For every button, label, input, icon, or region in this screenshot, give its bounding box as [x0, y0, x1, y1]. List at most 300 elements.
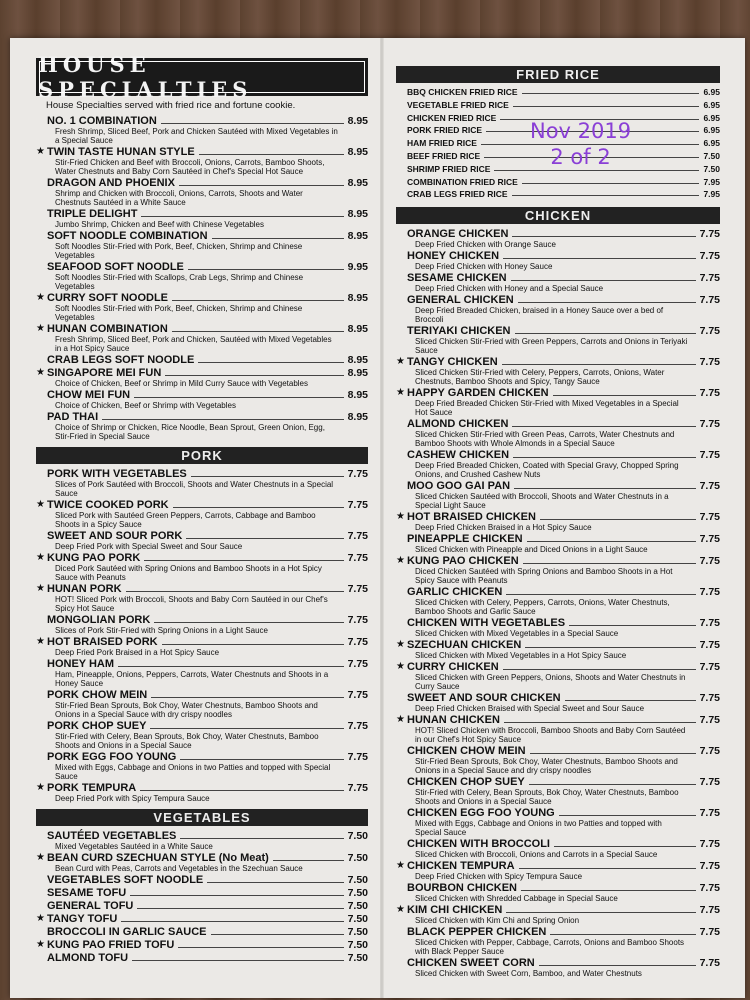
menu-item-row — [47, 952, 368, 964]
menu-item-row — [47, 177, 368, 189]
menu-item-row — [47, 636, 368, 648]
menu-item-price: 8.95 — [347, 323, 368, 335]
menu-item-row — [407, 957, 720, 969]
menu-item-price: 7.75 — [699, 228, 720, 241]
menu-item-name: BLACK PEPPER CHICKEN — [407, 926, 547, 939]
menu-item-price: 7.75 — [699, 639, 720, 652]
menu-item — [396, 480, 720, 510]
menu-item — [396, 860, 720, 881]
menu-item — [36, 913, 368, 925]
vegetables-list — [36, 830, 368, 964]
spicy-star-icon: ★ — [36, 852, 45, 863]
menu-item — [36, 874, 368, 886]
menu-item-name: HUNAN COMBINATION — [47, 323, 168, 335]
menu-item — [396, 555, 720, 585]
leader-line — [137, 908, 343, 909]
menu-item-name: TWICE COOKED PORK — [47, 499, 169, 511]
leader-line — [521, 890, 696, 891]
leader-line — [554, 846, 696, 847]
leader-line — [565, 700, 696, 701]
menu-item-description: Sliced Chicken Sautéed with Broccoli, Shoots and Water Chestnuts in a Special Light Sauce — [415, 492, 669, 511]
spicy-star-icon: ★ — [396, 661, 405, 673]
menu-item-price: 7.75 — [699, 661, 720, 674]
leader-line — [506, 594, 695, 595]
menu-item-row — [47, 530, 368, 542]
menu-item-price: 7.75 — [347, 782, 368, 794]
leader-line — [512, 426, 695, 427]
menu-item-name: KIM CHI CHICKEN — [407, 904, 503, 917]
leader-line — [207, 882, 343, 883]
menu-item-row — [407, 356, 720, 368]
menu-item-row — [47, 583, 368, 595]
menu-item — [36, 177, 368, 207]
spicy-star-icon: ★ — [396, 860, 405, 872]
menu-item-name: PORK CHOW MEIN — [47, 689, 148, 701]
menu-item-description: Sliced Chicken with Pepper, Cabbage, Carrots, Onions and Bamboo Shoots with Black Pepper Sauce — [415, 938, 685, 957]
menu-item-name: PORK TEMPURA — [47, 782, 137, 794]
menu-item-price: 7.75 — [699, 480, 720, 493]
menu-item-description: Fresh Shrimp, Sliced Beef, Pork and Chicken Sautéed with Mixed Vegetables in a Special Sauce — [55, 127, 338, 145]
menu-item-description: Ham, Pineapple, Onions, Peppers, Carrots, Water Chestnuts and Shoots in a Honey Sauce — [55, 670, 329, 688]
menu-item-description: Deep Fried Breaded Chicken, Coated with Special Gravy, Chopped Spring Onions, and Crushed Cashew Nuts — [415, 461, 679, 480]
menu-item-price: 7.75 — [699, 714, 720, 727]
menu-item — [396, 617, 720, 638]
menu-item-price: 8.95 — [347, 367, 368, 379]
menu-item-description: Choice of Shrimp or Chicken, Rice Noodle, Bean Sprout, Green Onion, Egg, Stir-Fried in Special Sauce — [55, 423, 325, 441]
menu-item-price: 7.75 — [347, 552, 368, 564]
menu-item-price: 7.75 — [699, 356, 720, 369]
menu-item-name: MOO GOO GAI PAN — [407, 480, 511, 493]
leader-line — [502, 364, 696, 365]
menu-item-price: 7.75 — [699, 926, 720, 939]
menu-item-name: CURRY CHICKEN — [407, 661, 499, 674]
menu-item-name: BEEF FRIED RICE — [407, 150, 481, 161]
menu-item-description: Deep Fried Pork with Spicy Tempura Sauce — [55, 794, 210, 803]
menu-item-name: KUNG PAO PORK — [47, 552, 141, 564]
menu-item-description: Soft Noodles Stir-Fried with Pork, Beef, Chicken, Shrimp and Chinese Vegetables — [55, 304, 303, 322]
menu-item — [36, 354, 368, 366]
menu-item-description: Soft Noodles Stir-Fried with Pork, Beef, Chicken, Shrimp and Chinese Vegetables — [55, 242, 303, 260]
menu-item-description: Sliced Chicken with Green Peppers, Onions, Shoots and Water Chestnuts in Curry Sauce — [415, 673, 686, 692]
menu-item-description: Choice of Chicken, Beef or Shrimp in Mild Curry Sauce with Vegetables — [55, 379, 309, 388]
leader-line — [506, 912, 695, 913]
menu-item — [396, 904, 720, 925]
leader-line — [512, 195, 700, 196]
leader-line — [180, 759, 343, 760]
menu-item-price: 7.75 — [699, 904, 720, 917]
menu-item-name: SOFT NOODLE COMBINATION — [47, 230, 208, 242]
menu-item — [36, 230, 368, 260]
menu-item-description: Choice of Chicken, Beef or Shrimp with Vegetables — [55, 401, 236, 410]
menu-item-name: TRIPLE DELIGHT — [47, 208, 138, 220]
chicken-list — [396, 228, 720, 978]
spicy-star-icon: ★ — [396, 511, 405, 523]
menu-item — [396, 926, 720, 956]
menu-item — [396, 294, 720, 324]
spicy-star-icon: ★ — [36, 552, 45, 563]
menu-item — [36, 323, 368, 353]
menu-item-price: 7.95 — [703, 176, 720, 187]
menu-item-name: CHICKEN SWEET CORN — [407, 957, 535, 970]
menu-item-row — [47, 830, 368, 842]
menu-item-row — [407, 228, 720, 240]
menu-item-row — [47, 367, 368, 379]
leader-line — [144, 560, 343, 561]
menu-item-row — [407, 294, 720, 306]
leader-line — [522, 183, 700, 184]
menu-item-name: HUNAN CHICKEN — [407, 714, 500, 727]
menu-item-price: 7.75 — [699, 586, 720, 599]
menu-item-price: 7.50 — [347, 830, 368, 842]
menu-item-price: 7.75 — [347, 468, 368, 480]
menu-item — [36, 952, 368, 964]
menu-item-row — [47, 230, 368, 242]
menu-item-price: 7.75 — [347, 689, 368, 701]
menu-item-name: CHICKEN TEMPURA — [407, 860, 515, 873]
leader-line — [172, 331, 344, 332]
menu-item-name: SESAME TOFU — [47, 887, 127, 899]
leader-line — [519, 868, 696, 869]
menu-item — [396, 87, 720, 99]
left-column — [36, 52, 368, 965]
menu-item-price: 7.75 — [699, 860, 720, 873]
menu-item-price: 7.75 — [699, 957, 720, 970]
menu-item-name: CHICKEN CHOW MEIN — [407, 745, 526, 758]
menu-item-price: 8.95 — [347, 230, 368, 242]
menu-item-price: 7.75 — [699, 555, 720, 568]
menu-item-row — [47, 874, 368, 886]
menu-item — [36, 887, 368, 899]
menu-item — [36, 614, 368, 635]
menu-item-row — [407, 639, 720, 651]
menu-item-price: 7.75 — [699, 418, 720, 431]
spicy-star-icon: ★ — [36, 636, 45, 647]
menu-item-price: 7.75 — [699, 807, 720, 820]
spicy-star-icon: ★ — [36, 292, 45, 303]
menu-item-name: SZECHUAN CHICKEN — [407, 639, 522, 652]
menu-item-name: CASHEW CHICKEN — [407, 449, 510, 462]
menu-item-description: Sliced Chicken with Mixed Vegetables in a Hot Spicy Sauce — [415, 651, 627, 661]
spicy-star-icon: ★ — [396, 639, 405, 651]
menu-item-price: 7.75 — [699, 692, 720, 705]
spicy-star-icon: ★ — [36, 939, 45, 950]
leader-line — [503, 669, 696, 670]
leader-line — [130, 895, 343, 896]
menu-item — [396, 387, 720, 417]
leader-line — [121, 921, 343, 922]
menu-item-description: Fresh Shrimp, Sliced Beef, Pork and Chicken, Sautéed with Mixed Vegetables in a Hot Spicy Sauce — [55, 335, 332, 353]
menu-item — [396, 272, 720, 293]
spicy-star-icon: ★ — [396, 714, 405, 726]
leader-line — [199, 154, 344, 155]
menu-item — [36, 389, 368, 410]
leader-line — [141, 216, 343, 217]
menu-item-price: 8.95 — [347, 292, 368, 304]
menu-item-description: Deep Fried Chicken Braised with Special Sweet and Sour Sauce — [415, 704, 645, 714]
menu-item-description: Deep Fried Chicken with Honey and a Special Sauce — [415, 284, 604, 294]
menu-item-description: Jumbo Shrimp, Chicken and Beef with Chinese Vegetables — [55, 220, 265, 229]
spicy-star-icon: ★ — [396, 387, 405, 399]
menu-item — [396, 882, 720, 903]
leader-line — [118, 666, 344, 667]
leader-line — [186, 538, 343, 539]
spicy-star-icon: ★ — [36, 146, 45, 157]
menu-item-price: 7.75 — [347, 499, 368, 511]
spicy-star-icon: ★ — [396, 356, 405, 368]
menu-item — [36, 552, 368, 582]
menu-item-price: 7.75 — [699, 387, 720, 400]
menu-item-row — [47, 720, 368, 732]
menu-item-price: 7.75 — [699, 449, 720, 462]
menu-item — [36, 939, 368, 951]
menu-item-name: HOT BRAISED CHICKEN — [407, 511, 536, 524]
menu-item-row — [47, 689, 368, 701]
menu-item-price: 7.50 — [347, 913, 368, 925]
menu-item-description: Stir-Fried Bean Sprouts, Bok Choy, Water Chestnuts, Bamboo Shoots and Onions in a Special Sauce and dry crispy noodles — [415, 757, 678, 776]
menu-item — [36, 830, 368, 851]
menu-item-price: 7.75 — [699, 533, 720, 546]
leader-line — [132, 960, 343, 961]
house-specialties-header: HOUSE SPECIALTIES — [36, 58, 368, 96]
leader-line — [165, 375, 343, 376]
menu-item-row — [47, 900, 368, 912]
menu-item — [36, 468, 368, 498]
menu-item-row — [407, 661, 720, 673]
menu-item-name: SESAME CHICKEN — [407, 272, 507, 285]
menu-item — [396, 745, 720, 775]
menu-item — [36, 499, 368, 529]
menu-item-row — [407, 555, 720, 567]
menu-item-name: ALMOND TOFU — [47, 952, 129, 964]
menu-item-description: Deep Fried Chicken Braised in a Hot Spicy Sauce — [415, 523, 592, 533]
menu-item-row — [47, 782, 368, 794]
leader-line — [523, 563, 696, 564]
menu-item-name: TANGY CHICKEN — [407, 356, 498, 369]
menu-item-price: 7.75 — [347, 658, 368, 670]
leader-line — [527, 541, 696, 542]
menu-item-name: PINEAPPLE CHICKEN — [407, 533, 523, 546]
menu-item-description: Mixed with Eggs, Cabbage and Onions in two Patties and topped with Special Sauce — [55, 763, 331, 781]
menu-item-description: Diced Chicken Sautéed with Spring Onions and Bamboo Shoots in a Hot Spicy Sauce with Peanuts — [415, 567, 673, 586]
menu-item-name: PAD THAI — [47, 411, 99, 423]
leader-line — [513, 106, 700, 107]
menu-item — [396, 776, 720, 806]
menu-item-row — [407, 449, 720, 461]
leader-line — [539, 965, 696, 966]
menu-item-price: 7.75 — [699, 838, 720, 851]
menu-item-name: BROCCOLI IN GARLIC SAUCE — [47, 926, 207, 938]
menu-item — [36, 782, 368, 803]
menu-item-row — [47, 146, 368, 158]
leader-line — [102, 419, 343, 420]
menu-item-name: CURRY SOFT NOODLE — [47, 292, 169, 304]
menu-item-name: ALMOND CHICKEN — [407, 418, 509, 431]
spicy-star-icon: ★ — [36, 499, 45, 510]
menu-item-row — [47, 115, 368, 127]
menu-item-price: 7.75 — [347, 636, 368, 648]
menu-item — [396, 692, 720, 713]
menu-item-price: 7.75 — [699, 745, 720, 758]
menu-item-name: PORK WITH VEGETABLES — [47, 468, 187, 480]
leader-line — [514, 488, 695, 489]
menu-item-row — [47, 354, 368, 366]
date-stamp — [530, 118, 631, 170]
leader-line — [515, 333, 696, 334]
menu-item-name: CHOW MEI FUN — [47, 389, 131, 401]
leader-line — [191, 476, 344, 477]
spicy-star-icon: ★ — [36, 782, 45, 793]
menu-item-name: HONEY HAM — [47, 658, 115, 670]
menu-item-price: 7.50 — [703, 150, 720, 161]
leader-line — [151, 697, 343, 698]
menu-item — [36, 900, 368, 912]
leader-line — [522, 93, 700, 94]
menu-item-description: Deep Fried Chicken with Spicy Tempura Sauce — [415, 872, 583, 882]
menu-item-name: CHICKEN FRIED RICE — [407, 112, 497, 123]
menu-item-price: 7.95 — [703, 189, 720, 200]
menu-item — [396, 177, 720, 189]
menu-item — [396, 661, 720, 691]
menu-item-description: Sliced Chicken with Celery, Peppers, Carrots, Onions, Water Chestnuts, Bamboo Shoots and Garlic Sauce — [415, 598, 670, 617]
chicken-header: CHICKEN — [396, 207, 720, 224]
menu-item-description: Deep Fried Breaded Chicken, braised in a Honey Sauce over a bed of Broccoli — [415, 306, 664, 325]
menu-item-name: BOURBON CHICKEN — [407, 882, 517, 895]
menu-item-name: NO. 1 COMBINATION — [47, 115, 157, 127]
menu-item-price: 7.50 — [347, 887, 368, 899]
menu-item-name: GENERAL CHICKEN — [407, 294, 514, 307]
menu-item — [396, 250, 720, 271]
menu-item-description: Sliced Chicken with Mixed Vegetables in a Special Sauce — [415, 629, 619, 639]
menu-item-description: Stir-Fried with Celery, Bean Sprouts, Bok Choy, Water Chestnuts, Bamboo Shoots and Onions in a Special Sauce — [55, 732, 319, 750]
menu-item-row — [407, 272, 720, 284]
menu-item-name: DRAGON AND PHOENIX — [47, 177, 175, 189]
leader-line — [513, 457, 696, 458]
leader-line — [529, 784, 696, 785]
menu-item-name: HOT BRAISED PORK — [47, 636, 158, 648]
menu-item-name: CHICKEN CHOP SUEY — [407, 776, 525, 789]
menu-item-price: 8.95 — [347, 177, 368, 189]
menu-item-name: HUNAN PORK — [47, 583, 122, 595]
leader-line — [512, 236, 695, 237]
menu-item-price: 8.95 — [347, 354, 368, 366]
leader-line — [504, 722, 696, 723]
menu-item-description: Deep Fried Pork with Special Sweet and Sour Sauce — [55, 542, 243, 551]
leader-line — [126, 591, 344, 592]
menu-item-description: Deep Fried Chicken with Honey Sauce — [415, 262, 553, 272]
menu-item-price: 7.50 — [347, 900, 368, 912]
menu-item — [396, 228, 720, 249]
menu-item-description: Mixed with Eggs, Cabbage and Onions in two Patties and topped with Special Sauce — [415, 819, 662, 838]
menu-item-row — [47, 208, 368, 220]
menu-item-row — [407, 714, 720, 726]
menu-item-row — [407, 586, 720, 598]
menu-item-price: 8.95 — [347, 389, 368, 401]
menu-item-name: BEAN CURD SZECHUAN STYLE (No Meat) — [47, 852, 269, 864]
menu-item-price: 7.50 — [347, 952, 368, 964]
menu-item-price: 7.75 — [699, 272, 720, 285]
menu-item-description: Mixed Vegetables Sautéed in a White Sauce — [55, 842, 213, 851]
menu-item-price: 7.50 — [347, 926, 368, 938]
leader-line — [559, 815, 696, 816]
menu-item — [36, 115, 368, 145]
menu-item-price: 9.95 — [347, 261, 368, 273]
menu-item-name: MONGOLIAN PORK — [47, 614, 151, 626]
menu-item-price: 8.95 — [347, 115, 368, 127]
menu-item — [36, 146, 368, 176]
menu-item-description: Sliced Chicken Stir-Fried with Green Peppers, Carrots and Onions in Teriyaki Sauce — [415, 337, 688, 356]
leader-line — [540, 519, 696, 520]
right-column — [396, 66, 720, 979]
menu-item-price: 6.95 — [703, 138, 720, 149]
menu-item-description: Sliced Chicken with Shredded Cabbage in Special Sauce — [415, 894, 618, 904]
leader-line — [518, 302, 696, 303]
pork-list — [36, 468, 368, 803]
menu-item-price: 6.95 — [703, 99, 720, 110]
menu-item-row — [407, 617, 720, 629]
spicy-star-icon: ★ — [36, 323, 45, 334]
menu-item-name: PORK FRIED RICE — [407, 125, 483, 136]
menu-item — [36, 658, 368, 688]
menu-item — [36, 852, 368, 873]
menu-item-price: 8.95 — [347, 208, 368, 220]
menu-item-row — [407, 882, 720, 894]
menu-item-price: 7.75 — [699, 325, 720, 338]
menu-item-row — [47, 751, 368, 763]
menu-item-row — [407, 418, 720, 430]
menu-item-row — [47, 887, 368, 899]
menu-item-price: 7.75 — [699, 882, 720, 895]
menu-item-row — [47, 552, 368, 564]
leader-line — [173, 507, 344, 508]
menu-item-row — [47, 926, 368, 938]
menu-item-name: VEGETABLES SOFT NOODLE — [47, 874, 204, 886]
menu-item-description: Slices of Pork Sautéed with Broccoli, Shoots and Water Chestnuts in a Special Sauce — [55, 480, 334, 498]
menu-item — [36, 583, 368, 613]
menu-item-description: Bean Curd with Peas, Carrots and Vegetables in the Szechuan Sauce — [55, 864, 303, 873]
menu-item-description: Sliced Chicken Stir-Fried with Green Peas, Carrots, Water Chestnuts and Bamboo Shoots with Whole Almonds in a Special Sauce — [415, 430, 675, 449]
house-specialties-list — [36, 115, 368, 441]
menu-item-description: HOT! Sliced Chicken with Broccoli, Bamboo Shoots and Baby Corn Sautéed in our Chef's Hot Spicy Sauce — [415, 726, 686, 745]
menu-item-name: CHICKEN EGG FOO YOUNG — [407, 807, 555, 820]
menu-item-row — [47, 468, 368, 480]
menu-item-row — [407, 325, 720, 337]
menu-item-description: Sliced Chicken with Sweet Corn, Bamboo, and Water Chestnuts — [415, 969, 642, 979]
menu-item-description: Sliced Chicken Stir-Fried with Celery, Peppers, Carrots, Onions, Water Chestnuts, Bamboo Shoots and Spicy, Tangy Sauce — [415, 368, 665, 387]
menu-item-description: Slices of Pork Stir-Fried with Spring Onions in a Light Sauce — [55, 626, 268, 635]
menu-item-price: 7.75 — [347, 614, 368, 626]
menu-item — [396, 586, 720, 616]
leader-line — [273, 860, 344, 861]
menu-item-name: TERIYAKI CHICKEN — [407, 325, 511, 338]
menu-item — [36, 411, 368, 441]
leader-line — [198, 362, 343, 363]
leader-line — [134, 397, 343, 398]
menu-item-price: 7.75 — [347, 530, 368, 542]
menu-item-description: HOT! Sliced Pork with Broccoli, Shoots and Baby Corn Sautéed in our Chef's Spicy Hot Sauce — [55, 595, 328, 613]
menu-item — [36, 926, 368, 938]
menu-item-row — [407, 776, 720, 788]
leader-line — [212, 238, 344, 239]
menu-item-row — [407, 511, 720, 523]
menu-item-price: 7.50 — [347, 874, 368, 886]
spicy-star-icon: ★ — [396, 904, 405, 916]
menu-item — [396, 957, 720, 978]
menu-item-description: Deep Fried Breaded Chicken Stir-Fried with Mixed Vegetables in a Special Hot Sauce — [415, 399, 679, 418]
menu-item-name: HONEY CHICKEN — [407, 250, 500, 263]
menu-item-row — [407, 692, 720, 704]
menu-item-price: 6.95 — [703, 87, 720, 97]
menu-item-row — [47, 913, 368, 925]
